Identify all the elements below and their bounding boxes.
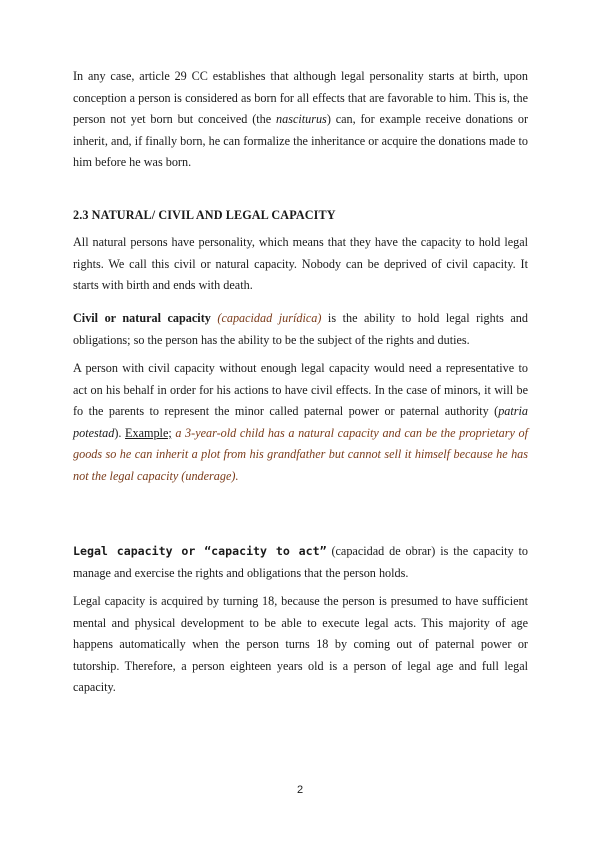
paragraph-majority xyxy=(73,591,528,699)
example-label: Example; xyxy=(125,425,172,440)
term-patria-potestad: patria potestad xyxy=(73,404,528,440)
text-run: Legal capacity is acquired by turning 18, because the person is presumed to have sufficient mental and physical development to be able to execute legal acts. This majority of age happens automatically when the person turns 18 by coming out of paternal power or tutorship. Therefore, a person eighteen years old is a person of legal age and full legal capacity. xyxy=(73,594,528,694)
term-nasciturus: nasciturus xyxy=(276,112,327,126)
example-text: a 3-year-old child has a natural capacity and can be the proprietary of goods so he can inherit a plot from his grandfather but cannot sell it himself because he has not the legal capacity (underage). xyxy=(73,425,528,483)
text-run: A person with civil capacity without enough legal capacity would need a representative to act on his behalf in order for his actions to have civil effects. In the case of minors, it will be fo the parents to represent the minor called paternal power or paternal authority ( xyxy=(73,361,528,418)
text-run: ) can, for example receive donations or inherit, and, if finally born, he can formalize the inheritance or acquire the donations made to him before he was born. xyxy=(73,112,529,169)
text-run: ). xyxy=(114,425,126,440)
section-heading xyxy=(73,208,528,223)
paragraph-natural-persons xyxy=(73,232,528,297)
term-capacidad-juridica: (capacidad jurídica) xyxy=(217,311,322,325)
text-run: is the ability to hold legal rights and obligations; so the person has the ability to be the subject of the rights and duties. xyxy=(73,311,528,347)
text-run: (capacidad de obrar) is the capacity to manage and exercise the rights and obligations that the person holds. xyxy=(73,544,528,580)
term-legal-capacity: Legal capacity or “capacity to act” xyxy=(73,544,327,558)
paragraph-nasciturus xyxy=(73,66,528,174)
heading-text: 2.3 NATURAL/ CIVIL AND LEGAL CAPACITY xyxy=(73,208,336,222)
paragraph-legal-capacity xyxy=(73,541,528,584)
paragraph-civil-capacity xyxy=(73,308,528,351)
text-run: In any case, article 29 CC establishes that although legal personality starts at birth, upon conception a person is considered as born for all effects that are favorable to him. This is, the person not yet born but conceived (the xyxy=(73,69,528,126)
paragraph-representative xyxy=(73,358,528,487)
text-run: All natural persons have personality, which means that they have the capacity to hold legal rights. We call this civil or natural capacity. Nobody can be deprived of civil capacity. It starts with birth and ends with death. xyxy=(73,235,528,292)
term-civil-capacity: Civil or natural capacity xyxy=(73,311,211,325)
page-number: 2 xyxy=(296,784,304,796)
